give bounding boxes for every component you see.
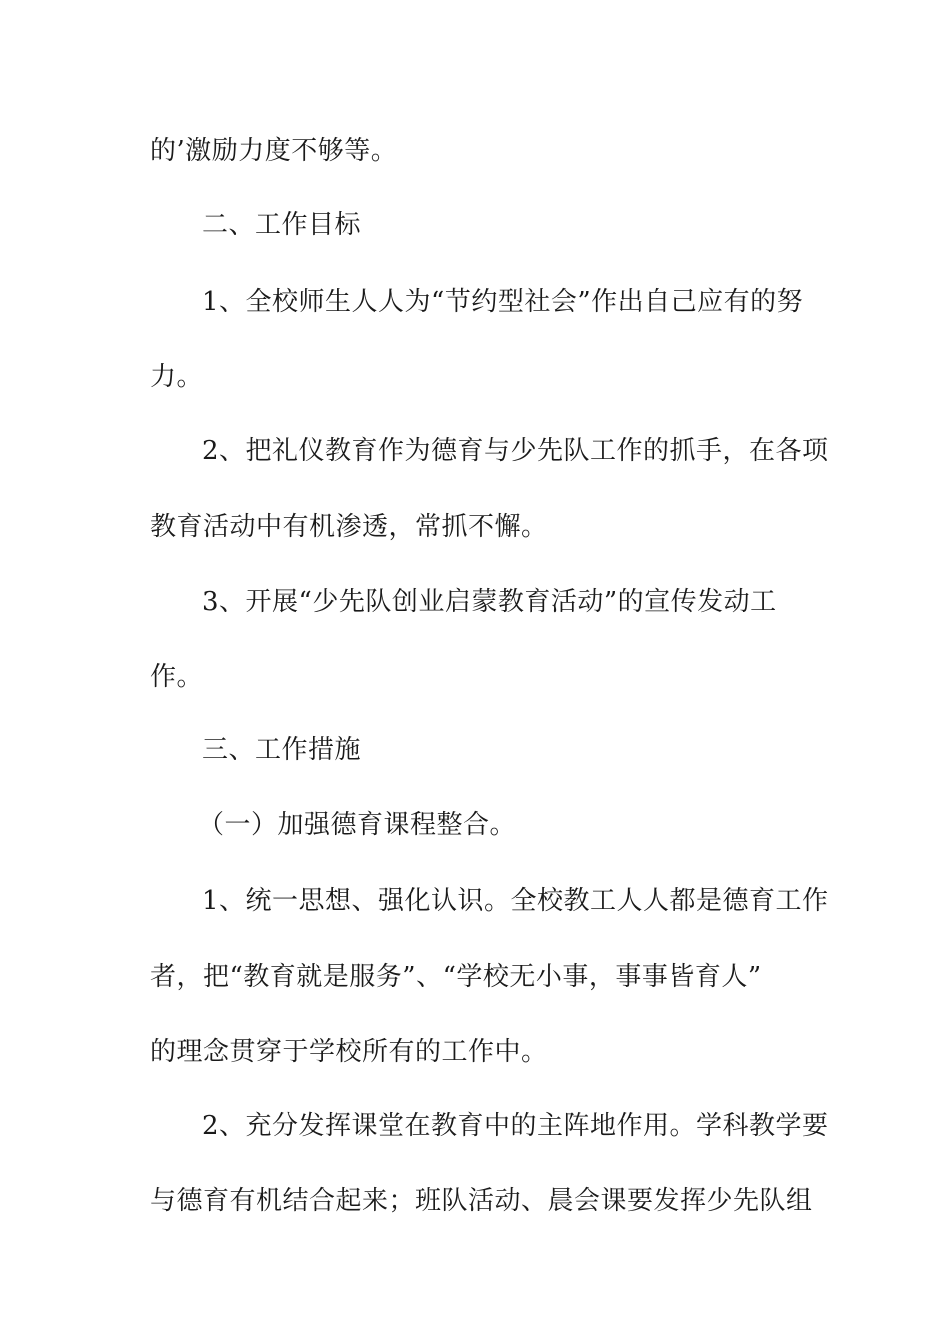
section-heading: 三、工作措施 (202, 735, 362, 765)
subsection-heading: （一）加强德育课程整合。 (198, 810, 517, 840)
text-line: 力。 (150, 362, 204, 392)
text-line: 1、统一思想、强化认识。全校教工人人都是德育工作 (202, 886, 829, 916)
section-heading: 二、工作目标 (202, 210, 362, 240)
text-line: 作。 (150, 662, 204, 692)
text-line: 与德育有机结合起来；班队活动、晨会课要发挥少先队组 (150, 1186, 813, 1216)
text-line: 1、全校师生人人为“节约型社会”作出自己应有的努 (202, 287, 804, 317)
text-line: 2、把礼仪教育作为德育与少先队工作的抓手，在各项 (202, 436, 829, 466)
text-line: 的理念贯穿于学校所有的工作中。 (150, 1037, 548, 1067)
text-line: 的’激励力度不够等。 (150, 136, 398, 166)
text-line: 3、开展“少先队创业启蒙教育活动”的宣传发动工 (202, 587, 777, 617)
text-line: 2、充分发挥课堂在教育中的主阵地作用。学科教学要 (202, 1111, 829, 1141)
text-line: 教育活动中有机渗透，常抓不懈。 (150, 512, 548, 542)
text-line: 者，把“教育就是服务”、“学校无小事，事事皆育人” (150, 962, 762, 992)
